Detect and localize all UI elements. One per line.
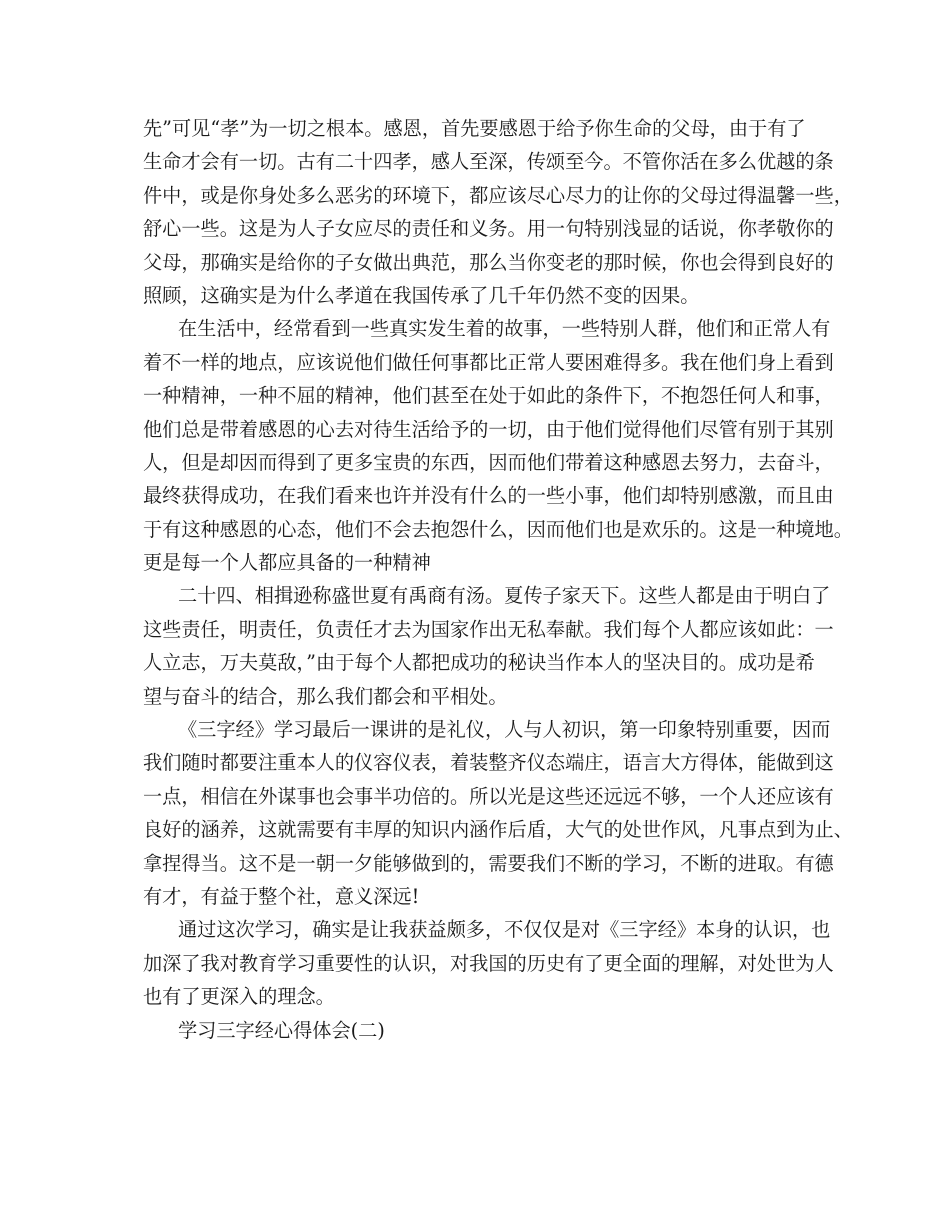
text-line: 这些责任，明责任，负责任才去为国家作出无私奉献。我们每个人都应该如此：一 xyxy=(143,617,834,641)
text-line: 最终获得成功，在我们看来也许并没有什么的一些小事，他们却特别感激，而且由 xyxy=(143,484,834,508)
text-line: 我们随时都要注重本人的仪容仪表，着装整齐仪态端庄，语言大方得体，能做到这 xyxy=(143,751,834,775)
text-line: 人立志，万夫莫敌，”由于每个人都把成功的秘诀当作本人的坚决目的。成功是希 xyxy=(143,651,815,675)
text-line: 生命才会有一切。古有二十四孝，感人至深，传颂至今。不管你活在多么优越的条 xyxy=(143,150,834,174)
paragraph xyxy=(143,312,853,579)
text-line: 学习三字经心得体会(二) xyxy=(178,1018,385,1042)
text-line: 二十四、相揖逊称盛世夏有禹商有汤。夏传子家天下。这些人都是由于明白了 xyxy=(178,584,831,608)
text-line: 加深了我对教育学习重要性的认识，对我国的历史有了更全面的理解，对处世为人 xyxy=(143,951,834,975)
text-line: 《三字经》学习最后一课讲的是礼仪，人与人初识，第一印象特别重要，因而 xyxy=(178,718,831,742)
paragraph xyxy=(143,112,853,312)
text-line: 他们总是带着感恩的心去对待生活给予的一切，由于他们觉得他们尽管有别于其别 xyxy=(143,417,834,441)
text-line: 望与奋斗的结合，那么我们都会和平相处。 xyxy=(143,684,508,708)
text-line: 于有这种感恩的心态，他们不会去抱怨什么，因而他们也是欢乐的。这是一种境地。 xyxy=(143,517,853,541)
text-line: 人，但是却因而得到了更多宝贵的东西，因而他们带着这种感恩去努力，去奋斗， xyxy=(143,450,834,474)
text-line: 一种精神，一种不屈的精神，他们甚至在处于如此的条件下，不抱怨任何人和事， xyxy=(143,384,834,408)
paragraph xyxy=(143,913,834,1013)
text-line: 照顾，这确实是为什么孝道在我国传承了几千年仍然不变的因果。 xyxy=(143,283,700,307)
text-line: 良好的涵养，这就需要有丰厚的知识内涵作后盾，大气的处世作风，凡事点到为止、 xyxy=(143,818,853,842)
text-line: 通过这次学习，确实是让我获益颇多，不仅仅是对《三字经》本身的认识，也 xyxy=(178,918,831,942)
text-line: 更是每一个人都应具备的一种精神 xyxy=(143,551,431,575)
text-line: 件中，或是你身处多么恶劣的环境下，都应该尽心尽力的让你的父母过得温馨一些， xyxy=(143,183,853,207)
paragraph xyxy=(143,579,834,713)
text-line: 也有了更深入的理念。 xyxy=(143,985,335,1009)
text-line: 在生活中，经常看到一些真实发生着的故事，一些特别人群，他们和正常人有 xyxy=(178,317,831,341)
text-line: 先”可见“孝”为一切之根本。感恩，首先要感恩于给予你生命的父母，由于有了 xyxy=(143,117,806,140)
text-line: 拿捏得当。这不是一朝一夕能够做到的，需要我们不断的学习，不断的进取。有德 xyxy=(143,851,834,875)
paragraph xyxy=(143,713,853,913)
document-body xyxy=(143,112,853,1047)
text-line: 舒心一些。这是为人子女应尽的责任和义务。用一句特别浅显的话说，你孝敬你的 xyxy=(143,217,834,241)
text-line: 有才，有益于整个社，意义深远! xyxy=(143,884,420,908)
text-line: 父母，那确实是给你的子女做出典范，那么当你变老的那时候，你也会得到良好的 xyxy=(143,250,834,274)
text-line: 一点，相信在外谋事也会事半功倍的。所以光是这些还远远不够，一个人还应该有 xyxy=(143,784,834,808)
text-line: 着不一样的地点，应该说他们做任何事都比正常人要困难得多。我在他们身上看到 xyxy=(143,350,834,374)
section-heading xyxy=(143,1014,823,1047)
